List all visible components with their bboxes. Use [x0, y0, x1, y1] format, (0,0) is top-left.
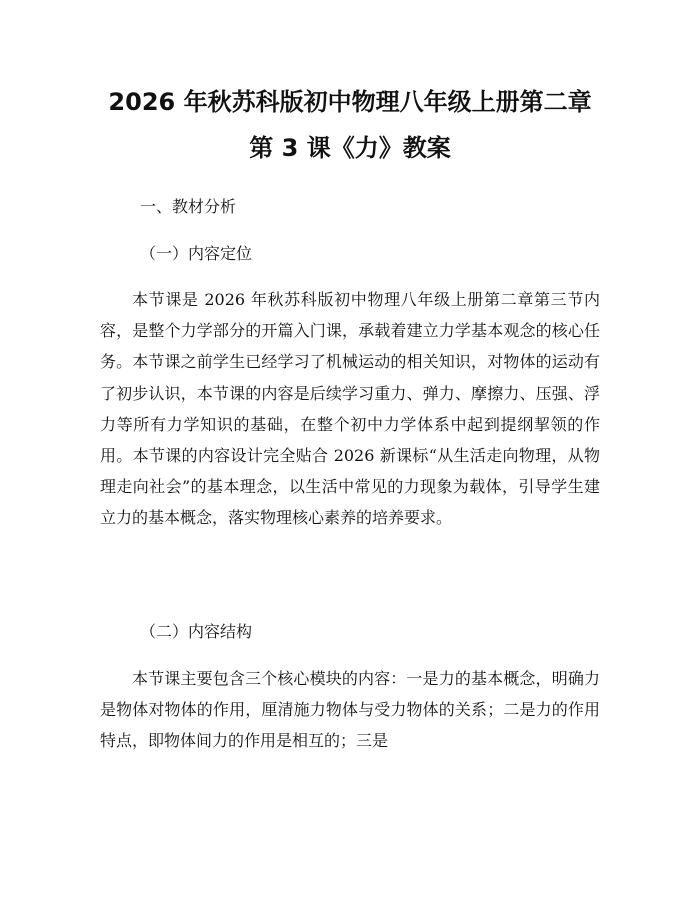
subsection-heading-content-positioning: （一）内容定位 — [140, 244, 253, 263]
subsection-heading-content-structure: （二）内容结构 — [140, 622, 253, 641]
document-title-line-1: 2026 年秋苏科版初中物理八年级上册第二章 — [108, 88, 592, 116]
document-title-line-2: 第 3 课《力》教案 — [249, 134, 451, 162]
section-heading-textbook-analysis: 一、教材分析 — [140, 197, 237, 216]
paragraph-content-positioning: 本节课是 2026 年秋苏科版初中物理八年级上册第二章第三节内容，是整个力学部分的开篇入门课，承载着建立力学基本观念的核心任务。本节课之前学生已经学习了机械运动的相关知识，对物体的运动有了初步认识，本节课的内容是后续学习重力、弹力、摩擦力、压强、浮力等所有力学知识的基础，在整个初中力学体系中起到提纲挈领的作用。本节课的内容设计完全贴合 2026 新课标“从生活走向物理，从物理走向社会”的基本理念，以生活中常见的力现象为载体，引导学生建立力的基本概念，落实物理核心素养的培养要求。 — [100, 290, 600, 528]
paragraph-content-structure: 本节课主要包含三个核心模块的内容：一是力的基本概念，明确力是物体对物体的作用，厘清施力物体与受力物体的关系；二是力的作用特点，即物体间力的作用是相互的；三是 — [100, 669, 600, 751]
